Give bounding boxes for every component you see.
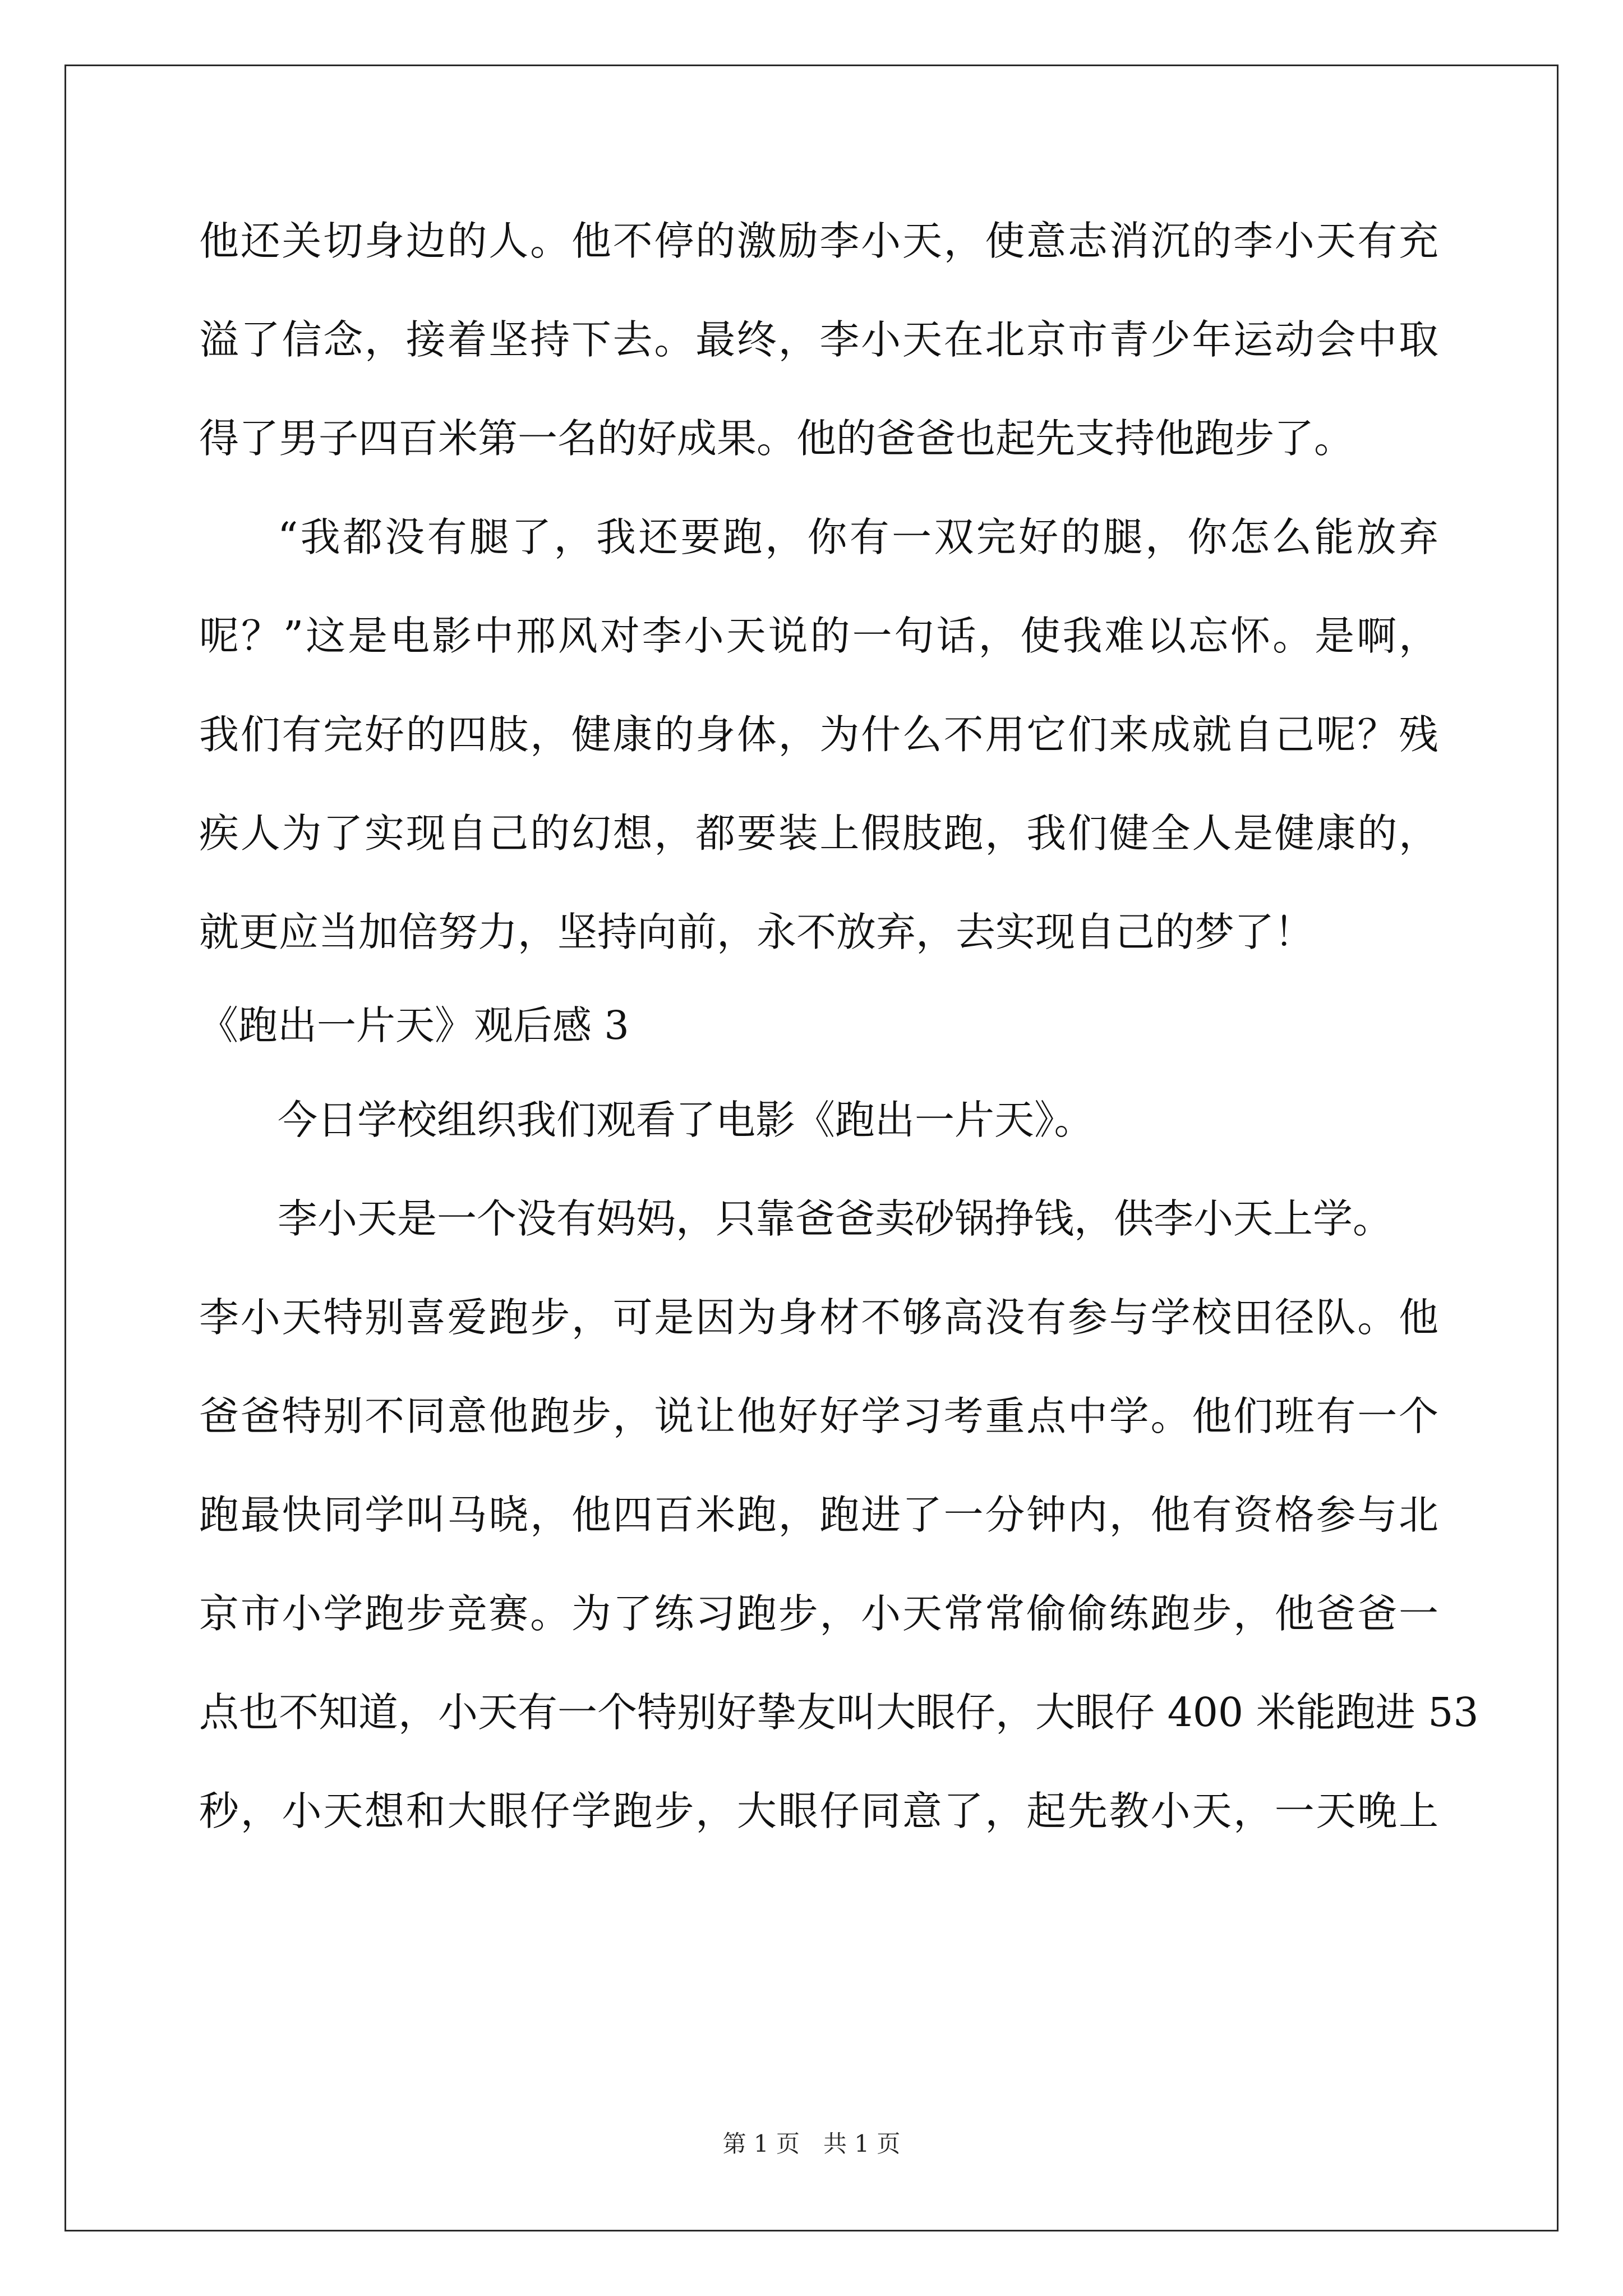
text-line: 京市小学跑步竞赛。为了练习跑步，小天常常偷偷练跑步，他爸爸一 [199,1590,1438,1637]
text-line: 点也不知道，小天有一个特别好挚友叫大眼仔，大眼仔 400 米能跑进 53 [199,1689,1479,1736]
section-heading: 《跑出一片天》观后感 3 [199,1002,629,1048]
page-footer: 第 1 页 共 1 页 [722,2130,901,2157]
text-line: 李小天特别喜爱跑步，可是因为身材不够高没有参与学校田径队。他 [199,1294,1438,1341]
text-line: 溢了信念，接着坚持下去。最终，李小天在北京市青少年运动会中取 [199,316,1438,363]
text-line: 呢？”这是电影中邢风对李小天说的一句话，使我难以忘怀。是啊， [199,613,1438,659]
text-line: 跑最快同学叫马晓，他四百米跑，跑进了一分钟内，他有资格参与北 [199,1492,1438,1538]
text-line: 我们有完好的四肢，健康的身体，为什么不用它们来成就自己呢？残 [199,711,1438,758]
text-line: 李小天是一个没有妈妈，只靠爸爸卖砂锅挣钱，供李小天上学。 [278,1195,1393,1242]
text-line: 疾人为了实现自己的幻想，都要装上假肢跑，我们健全人是健康的， [199,810,1438,857]
text-line: 今日学校组织我们观看了电影《跑出一片天》。 [278,1097,1094,1143]
text-line: “我都没有腿了，我还要跑，你有一双完好的腿，你怎么能放弃 [278,514,1438,560]
text-line: 就更应当加倍努力，坚持向前，永不放弃，去实现自己的梦了！ [199,909,1315,955]
text-line: 得了男子四百米第一名的好成果。他的爸爸也起先支持他跑步了。 [199,415,1354,462]
text-line: 他还关切身边的人。他不停的激励李小天，使意志消沉的李小天有充 [199,218,1438,264]
text-line: 秒，小天想和大眼仔学跑步，大眼仔同意了，起先教小天，一天晚上 [199,1788,1438,1834]
text-line: 爸爸特别不同意他跑步，说让他好好学习考重点中学。他们班有一个 [199,1393,1438,1439]
